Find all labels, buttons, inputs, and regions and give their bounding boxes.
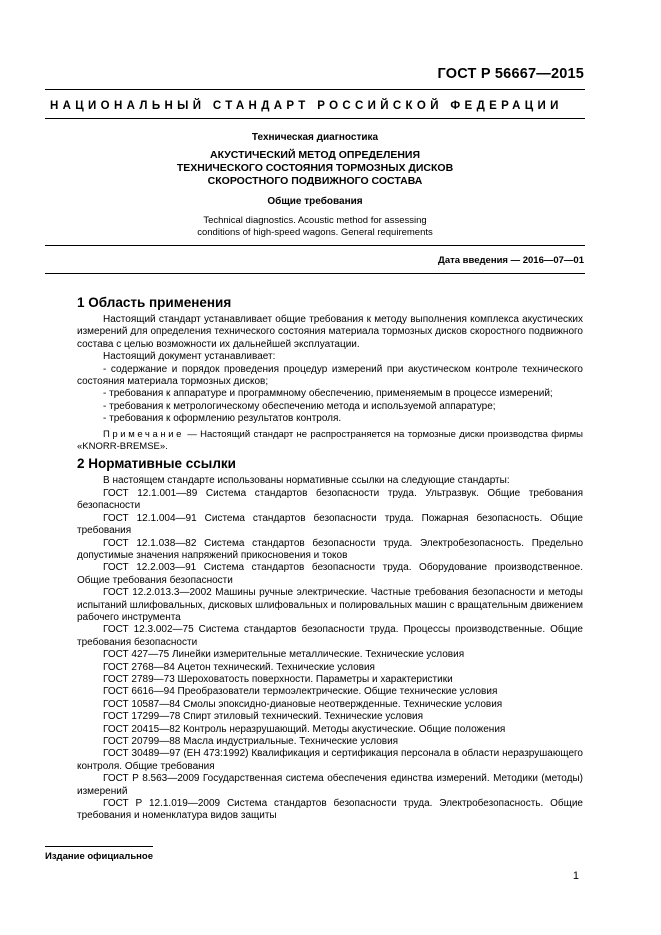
title-rule <box>45 245 585 246</box>
document-title <box>45 149 585 188</box>
reference-item: ГОСТ 30489—97 (ЕН 473:1992) Квалификация и сертификация персонала в области неразрушающего контроля. Общие требования <box>77 748 583 772</box>
list-item: - требования к метрологическому обеспечению метода и используемой аппаратуре; <box>103 400 496 412</box>
english-title <box>45 215 585 239</box>
reference-item: ГОСТ 10587—84 Смолы эпоксидно-диановые неотвержденные. Технические условия <box>103 698 503 710</box>
date-of-introduction: Дата введения — 2016—07—01 <box>438 255 584 266</box>
reference-item: ГОСТ 20415—82 Контроль неразрушающий. Методы акустические. Общие положения <box>103 723 506 735</box>
title-line: АКУСТИЧЕСКИЙ МЕТОД ОПРЕДЕЛЕНИЯ <box>209 149 421 161</box>
reference-item: ГОСТ 12.1.001—89 Система стандартов безопасности труда. Ультразвук. Общие требования безопасности <box>77 487 583 512</box>
gost-number: ГОСТ Р 56667—2015 <box>437 66 584 82</box>
reference-item: ГОСТ 12.1.038—82 Система стандартов безопасности труда. Электробезопасность. Предельно допустимые значения напряжений прикосновения и токов <box>77 537 583 561</box>
section-heading: 1 Область применения <box>77 295 232 310</box>
banner-rule <box>45 118 585 119</box>
note-label: Примечание <box>103 428 184 440</box>
reference-item: ГОСТ 12.2.003—91 Система стандартов безопасности труда. Оборудование производственное. Общие требования безопасности <box>77 562 583 586</box>
date-rule <box>45 273 585 274</box>
page-number: 1 <box>572 870 579 882</box>
title-line: ТЕХНИЧЕСКОГО СОСТОЯНИЯ ТОРМОЗНЫХ ДИСКОВ <box>176 162 454 174</box>
reference-item: ГОСТ 17299—78 Спирт этиловый технический. Технические условия <box>103 711 424 723</box>
national-standard-banner: НАЦИОНАЛЬНЫЙ СТАНДАРТ РОССИЙСКОЙ ФЕДЕРАЦИИ <box>50 100 563 112</box>
reference-item: ГОСТ 427—75 Линейки измерительные металлические. Технические условия <box>103 649 465 661</box>
title-line: СКОРОСТНОГО ПОДВИЖНОГО СОСТАВА <box>207 175 423 187</box>
reference-item: ГОСТ 6616—94 Преобразователи термоэлектрические. Общие технические условия <box>103 686 498 698</box>
list-item: - содержание и порядок проведения процедур измерений при акустическом контроле технического состояния материала тормозных дисков; <box>77 363 583 388</box>
reference-item: ГОСТ 2768—84 Ацетон технический. Технические условия <box>103 661 375 673</box>
paragraph: Настоящий документ устанавливает: <box>103 351 276 363</box>
paragraph: В настоящем стандарте использованы нормативные ссылки на следующие стандарты: <box>103 475 510 487</box>
list-item: - требования к оформлению результатов контроля. <box>103 413 342 425</box>
document-body <box>77 292 583 823</box>
requirements-subtitle: Общие требования <box>267 196 363 207</box>
reference-item: ГОСТ Р 8.563—2009 Государственная система обеспечения единства измерений. Методики (методы) измерений <box>77 773 583 797</box>
reference-item: ГОСТ 2789—73 Шероховатость поверхности. Параметры и характеристики <box>103 673 453 685</box>
note-text: — Настоящий стандарт не распространяется на тормозные диски производства фирмы «KNORR-BREMSE». <box>77 428 583 453</box>
english-title-line: conditions of high-speed wagons. General requirements <box>197 227 433 238</box>
note <box>77 429 583 454</box>
official-edition-label: Издание официальное <box>45 851 153 862</box>
reference-item: ГОСТ 20799—88 Масла индустриальные. Технические условия <box>103 736 399 747</box>
paragraph: Настоящий стандарт устанавливает общие требования к методу выполнения комплекса акустических измерений для определения технического состояния материала тормозных дисков скоростного подвижного состава с целью возможности их дальнейшей эксплуатации. <box>77 314 583 350</box>
top-rule <box>45 89 585 90</box>
reference-item: ГОСТ 12.3.002—75 Система стандартов безопасности труда. Процессы производственные. Общие требования безопасности <box>77 624 583 648</box>
footer-rule <box>45 846 153 847</box>
reference-item: ГОСТ 12.2.013.3—2002 Машины ручные электрические. Частные требования безопасности и методы испытаний шлифовальных, дисковых шлифовальных и полировальных машин с вращательным движением рабочего инструмента <box>77 587 583 623</box>
section-heading: 2 Нормативные ссылки <box>77 456 236 472</box>
list-item: - требования к аппаратуре и программному обеспечению, применяемым в процессе измерений; <box>103 388 553 400</box>
reference-item: ГОСТ Р 12.1.019—2009 Система стандартов безопасности труда. Электробезопасность. Общие требования и номенклатура видов защиты <box>77 798 583 822</box>
subtitle: Техническая диагностика <box>251 132 379 143</box>
english-title-line: Technical diagnostics. Acoustic method for assessing <box>203 215 427 226</box>
reference-item: ГОСТ 12.1.004—91 Система стандартов безопасности труда. Пожарная безопасность. Общие требования <box>77 512 583 537</box>
